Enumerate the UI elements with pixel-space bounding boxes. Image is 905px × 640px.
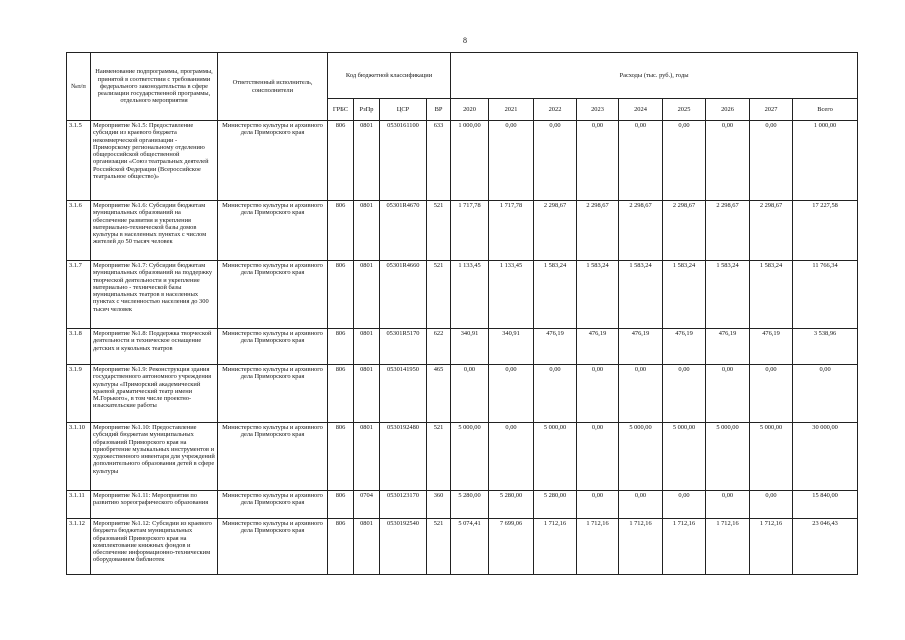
row-csr: 0530161100 [380, 121, 427, 201]
row-value: 1 133,45 [489, 261, 534, 329]
row-value: 2 298,67 [706, 201, 750, 261]
header-year: 2026 [706, 99, 750, 121]
header-budget-code: Код бюджетной классификации [328, 53, 451, 99]
row-value: 0,00 [577, 491, 619, 519]
row-executor: Министерство культуры и архивного дела Приморского края [218, 329, 328, 365]
row-csr: 05301R4660 [380, 261, 427, 329]
row-number: 3.1.9 [67, 365, 91, 423]
row-name: Мероприятие №1.7: Субсидии бюджетам муниципальных образований на поддержку творческой деятельности и укрепление материально - технической базы муниципальных театров в населенных пунктах с численностью населения до 300 тысяч человек [91, 261, 218, 329]
row-value: 0,00 [663, 491, 706, 519]
row-rzpr: 0801 [354, 423, 380, 491]
row-value: 2 298,67 [663, 201, 706, 261]
row-csr: 0530192480 [380, 423, 427, 491]
row-value: 476,19 [577, 329, 619, 365]
row-value: 476,19 [619, 329, 663, 365]
table-row [67, 423, 858, 491]
row-vr: 521 [427, 519, 451, 575]
row-value: 476,19 [534, 329, 577, 365]
row-value: 1 712,16 [577, 519, 619, 575]
row-executor: Министерство культуры и архивного дела Приморского края [218, 491, 328, 519]
row-value: 0,00 [489, 423, 534, 491]
row-csr: 0530123170 [380, 491, 427, 519]
row-value: 340,91 [451, 329, 489, 365]
row-value: 2 298,67 [750, 201, 793, 261]
row-executor: Министерство культуры и архивного дела Приморского края [218, 201, 328, 261]
row-value: 5 074,41 [451, 519, 489, 575]
row-grbs: 806 [328, 423, 354, 491]
row-value: 1 583,24 [534, 261, 577, 329]
row-grbs: 806 [328, 365, 354, 423]
row-value: 0,00 [619, 491, 663, 519]
header-year: 2020 [451, 99, 489, 121]
row-value: 5 000,00 [451, 423, 489, 491]
row-value: 0,00 [619, 121, 663, 201]
row-rzpr: 0801 [354, 201, 380, 261]
row-number: 3.1.8 [67, 329, 91, 365]
row-value: 1 133,45 [451, 261, 489, 329]
row-grbs: 806 [328, 261, 354, 329]
row-csr: 05301R4670 [380, 201, 427, 261]
row-value: 1 717,78 [489, 201, 534, 261]
row-number: 3.1.5 [67, 121, 91, 201]
row-value: 1 583,24 [663, 261, 706, 329]
table-row [67, 121, 858, 201]
row-value: 5 000,00 [706, 423, 750, 491]
row-value: 1 712,16 [750, 519, 793, 575]
row-vr: 465 [427, 365, 451, 423]
header-code-grbs: ГРБС [328, 99, 354, 121]
row-value: 0,00 [706, 365, 750, 423]
row-value: 2 298,67 [619, 201, 663, 261]
header-year: 2021 [489, 99, 534, 121]
header-expenses: Расходы (тыс. руб.), годы [451, 53, 858, 99]
budget-table [66, 52, 858, 575]
row-number: 3.1.10 [67, 423, 91, 491]
table-row [67, 261, 858, 329]
table-row [67, 201, 858, 261]
row-csr: 0530192540 [380, 519, 427, 575]
row-csr: 05301R5170 [380, 329, 427, 365]
row-value: 340,91 [489, 329, 534, 365]
row-value: 1 712,16 [663, 519, 706, 575]
row-vr: 360 [427, 491, 451, 519]
row-total: 0,00 [793, 365, 858, 423]
row-value: 1 717,78 [451, 201, 489, 261]
header-code-rzpr: РзПр [354, 99, 380, 121]
row-value: 7 699,06 [489, 519, 534, 575]
row-name: Мероприятие №1.8: Поддержка творческой деятельности и техническое оснащение детских и кукольных театров [91, 329, 218, 365]
row-value: 1 712,16 [534, 519, 577, 575]
row-value: 0,00 [451, 365, 489, 423]
row-value: 5 000,00 [750, 423, 793, 491]
row-rzpr: 0801 [354, 121, 380, 201]
row-name: Мероприятие №1.6: Субсидии бюджетам муниципальных образований на обеспечение развития и укрепления материально-технической базы домов культуры в населенных пунктах с числом жителей до 50 тысяч человек [91, 201, 218, 261]
row-total: 23 046,43 [793, 519, 858, 575]
row-name: Мероприятие №1.11: Мероприятия по развитию хореографического образования [91, 491, 218, 519]
row-value: 5 000,00 [619, 423, 663, 491]
header-executor: Ответственный исполнитель, соисполнители [218, 53, 328, 121]
row-grbs: 806 [328, 329, 354, 365]
row-value: 1 712,16 [706, 519, 750, 575]
row-value: 0,00 [577, 423, 619, 491]
row-value: 476,19 [750, 329, 793, 365]
row-value: 1 712,16 [619, 519, 663, 575]
header-year: 2025 [663, 99, 706, 121]
row-value: 1 583,24 [577, 261, 619, 329]
table-row [67, 329, 858, 365]
header-year: 2027 [750, 99, 793, 121]
row-value: 2 298,67 [534, 201, 577, 261]
row-value: 0,00 [577, 365, 619, 423]
row-value: 1 583,24 [706, 261, 750, 329]
table-row [67, 491, 858, 519]
row-value: 5 000,00 [663, 423, 706, 491]
row-value: 1 583,24 [750, 261, 793, 329]
row-value: 476,19 [663, 329, 706, 365]
row-name: Мероприятие №1.12: Субсидии из краевого бюджета бюджетам муниципальных образований Приморского края на комплектование книжных фондов и обеспечение информационно-техническим оборудованием библиотек [91, 519, 218, 575]
row-grbs: 806 [328, 201, 354, 261]
row-value: 0,00 [489, 121, 534, 201]
header-year: 2024 [619, 99, 663, 121]
row-vr: 521 [427, 261, 451, 329]
table-row [67, 365, 858, 423]
row-rzpr: 0704 [354, 491, 380, 519]
row-vr: 633 [427, 121, 451, 201]
row-value: 5 280,00 [489, 491, 534, 519]
row-grbs: 806 [328, 491, 354, 519]
row-value: 0,00 [534, 365, 577, 423]
row-value: 0,00 [750, 365, 793, 423]
row-value: 476,19 [706, 329, 750, 365]
page-number: 8 [463, 36, 467, 45]
row-value: 1 583,24 [619, 261, 663, 329]
row-value: 2 298,67 [577, 201, 619, 261]
row-value: 0,00 [619, 365, 663, 423]
row-name: Мероприятие №1.9: Реконструкция здания государственного автономного учреждения культуры «Приморский академический краевой драматический театр имени М.Горького», в том числе проектно-изыскательские работы [91, 365, 218, 423]
row-value: 0,00 [577, 121, 619, 201]
row-csr: 0530141950 [380, 365, 427, 423]
row-value: 0,00 [706, 491, 750, 519]
row-total: 15 840,00 [793, 491, 858, 519]
row-value: 0,00 [750, 491, 793, 519]
row-total: 17 227,58 [793, 201, 858, 261]
row-executor: Министерство культуры и архивного дела Приморского края [218, 261, 328, 329]
row-value: 5 280,00 [451, 491, 489, 519]
row-value: 5 000,00 [534, 423, 577, 491]
row-executor: Министерство культуры и архивного дела Приморского края [218, 423, 328, 491]
row-rzpr: 0801 [354, 329, 380, 365]
row-value: 0,00 [534, 121, 577, 201]
row-executor: Министерство культуры и архивного дела Приморского края [218, 365, 328, 423]
row-total: 1 000,00 [793, 121, 858, 201]
header-year: 2022 [534, 99, 577, 121]
row-grbs: 806 [328, 121, 354, 201]
row-total: 3 538,96 [793, 329, 858, 365]
row-value: 0,00 [489, 365, 534, 423]
row-number: 3.1.7 [67, 261, 91, 329]
row-value: 0,00 [663, 121, 706, 201]
row-value: 1 000,00 [451, 121, 489, 201]
header-year: 2023 [577, 99, 619, 121]
row-executor: Министерство культуры и архивного дела Приморского края [218, 519, 328, 575]
row-name: Мероприятие №1.5: Предоставление субсидии из краевого бюджета некоммерческой организации - Приморскому региональному отделению общероссийской общественной организации «Союз театральных деятелей Российской Федерации (Всероссийское театральное общество)» [91, 121, 218, 201]
row-number: 3.1.6 [67, 201, 91, 261]
header-no: №п/п [67, 53, 91, 121]
table-row [67, 519, 858, 575]
row-value: 5 280,00 [534, 491, 577, 519]
row-number: 3.1.12 [67, 519, 91, 575]
row-rzpr: 0801 [354, 519, 380, 575]
row-rzpr: 0801 [354, 261, 380, 329]
row-executor: Министерство культуры и архивного дела Приморского края [218, 121, 328, 201]
row-value: 0,00 [663, 365, 706, 423]
row-grbs: 806 [328, 519, 354, 575]
row-rzpr: 0801 [354, 365, 380, 423]
header-name: Наименование подпрограммы, программы, принятой в соответствии с требованиями федерального законодательства в сфере реализации государственной программы, отдельного мероприятия [91, 53, 218, 121]
row-vr: 521 [427, 423, 451, 491]
row-total: 11 766,34 [793, 261, 858, 329]
row-number: 3.1.11 [67, 491, 91, 519]
header-code-vr: ВР [427, 99, 451, 121]
row-value: 0,00 [750, 121, 793, 201]
row-value: 0,00 [706, 121, 750, 201]
header-code-csr: ЦСР [380, 99, 427, 121]
row-vr: 622 [427, 329, 451, 365]
header-total: Всего [793, 99, 858, 121]
row-total: 30 000,00 [793, 423, 858, 491]
row-vr: 521 [427, 201, 451, 261]
row-name: Мероприятие №1.10: Предоставление субсидий бюджетам муниципальных образований Приморского края на приобретение музыкальных инструментов и художественного инвентаря для учреждений дополнительного образования детей в сфере культуры [91, 423, 218, 491]
